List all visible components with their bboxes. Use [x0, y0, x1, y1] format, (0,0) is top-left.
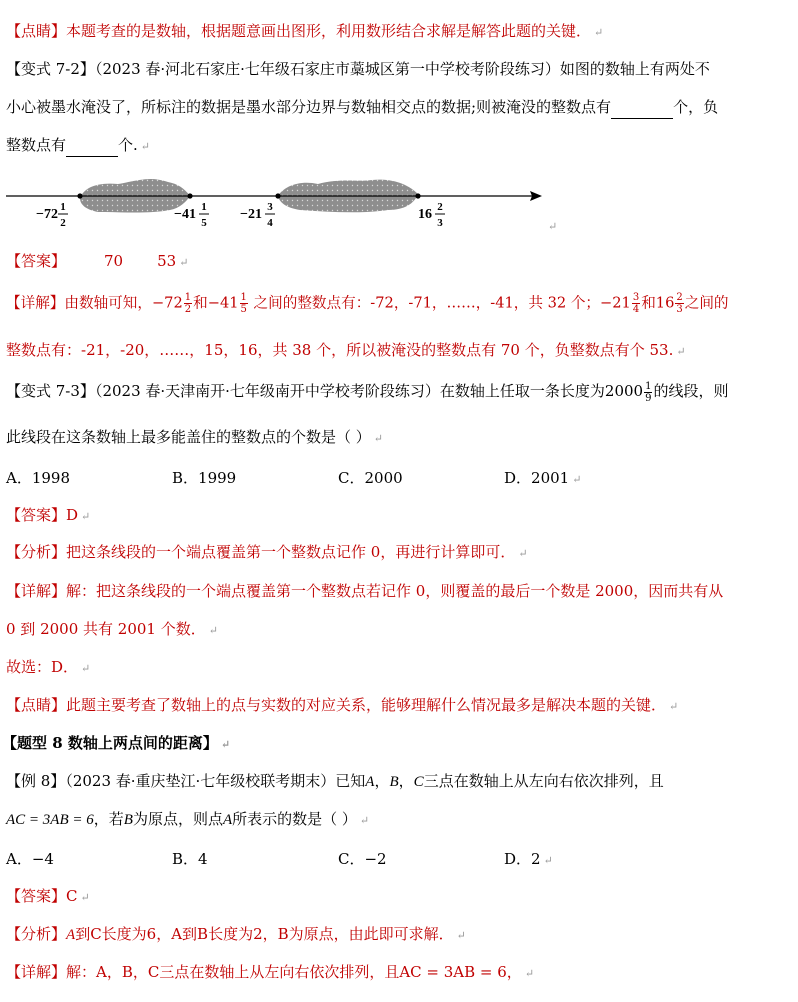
section-heading: 【题型 8 数轴上两点间的距离】 ↵ [2, 734, 231, 752]
axis-label-3-num: 3 [267, 201, 273, 213]
answer-1: 【答案】 70 53 ↵ [6, 252, 189, 270]
axis-label-1-whole: −72 [36, 207, 58, 222]
variant-7-3-line2: 此线段在这条数轴上最多能盖住的整数点的个数是（ ） ↵ [6, 428, 383, 446]
detail-1-line2: 整数点有：-21，-20，……，15，16，共 38 个，所以被淹没的整数点有 70 个，负整数点有个 53. ↵ [6, 341, 686, 359]
variant-7-2-line2: 小心被墨水淹没了，所标注的数据是墨水部分边界与数轴相交点的数据;则被淹没的整数点有 个，负 [6, 96, 794, 119]
analysis-3: 【分析】A到C长度为6，A到B长度为2，B为原点，由此即可求解． ↵ [6, 925, 466, 943]
detail-2: 【详解】解：把这条线段的一个端点覆盖第一个整数点若记作 0，则覆盖的最后一个数是 2000，因而共有从 [6, 582, 724, 600]
example-8-line2: AC = 3AB = 6，若B为原点，则点A所表示的数是（ ） ↵ [6, 810, 370, 828]
axis-label-2-den: 5 [201, 217, 207, 229]
axis-label-2-whole: −41 [174, 207, 196, 222]
option-b-1[interactable]: B．1999 [172, 469, 237, 487]
variant-7-2-source: 【变式 7-2】（2023 春·河北石家庄·七年级石家庄市藁城区第一中学校考阶段练习）如图的数轴上有两处不 [6, 60, 710, 78]
answer-blank-2 [66, 134, 118, 157]
option-a-2[interactable]: A．−4 [6, 850, 54, 868]
return-mark-icon: ↵ [594, 26, 604, 39]
axis-label-1-den: 2 [60, 217, 66, 229]
detail-2-choice: 故选：D． ↵ [6, 658, 91, 676]
number-line-figure [0, 168, 560, 238]
option-a-1[interactable]: A．1998 [6, 469, 71, 487]
axis-point-2 [187, 193, 192, 198]
detail-3: 【详解】解：A，B，C三点在数轴上从左向右依次排列，且AC = 3AB = 6， ↵ [6, 963, 535, 981]
variant-7-3-source: 【变式 7-3】（2023 春·天津南开·七年级南开中学校考阶段练习）在数轴上任取一条长度为2000 $\frac{1}{9}$ 的线段，则 [6, 380, 729, 404]
option-d-2[interactable]: D．2 ↵ [504, 850, 553, 868]
dianjing-note-1: 【点睛】本题考查的是数轴，根据题意画出图形，利用数形结合求解是解答此题的关键． ↵ [6, 22, 604, 40]
axis-label-3-den: 4 [267, 217, 273, 229]
axis-label-3-whole: −21 [240, 207, 262, 222]
axis-label-4-den: 3 [437, 217, 443, 229]
answer-2: 【答案】D ↵ [6, 506, 91, 524]
option-b-2[interactable]: B．4 [172, 850, 208, 868]
detail-1: 【详解】由数轴可知，−72 $\frac{1}{2}$ 和−41 $\frac{1}{5}$ 之间的整数点有：-72，-71，……，-41，共 32 个；−21 $\frac{3}{4}$ 和16 $\frac{2}{3}$ 之间的 [6, 292, 729, 315]
variant-7-2-line3: 整数点有 个. ↵ [6, 134, 794, 158]
answer-blank-1 [611, 96, 673, 119]
axis-label-2-num: 1 [201, 201, 207, 213]
axis-point-4 [415, 193, 420, 198]
axis-label-4-num: 2 [437, 201, 443, 213]
axis-point-3 [275, 193, 280, 198]
option-c-1[interactable]: C．2000 [338, 469, 403, 487]
analysis-2: 【分析】把这条线段的一个端点覆盖第一个整数点记作 0，再进行计算即可． ↵ [6, 543, 528, 561]
detail-2-line2: 0 到 2000 共有 2001 个数． ↵ [6, 620, 218, 638]
option-c-2[interactable]: C．−2 [338, 850, 387, 868]
option-d-1[interactable]: D．2001 ↵ [504, 469, 582, 487]
axis-point-1 [77, 193, 82, 198]
axis-label-4-whole: 16 [418, 207, 432, 222]
dianjing-note-2: 【点睛】此题主要考查了数轴上的点与实数的对应关系，能够理解什么情况最多是解决本题的关键． ↵ [6, 696, 679, 714]
axis-label-1-num: 1 [60, 201, 66, 213]
answer-3: 【答案】C ↵ [6, 887, 90, 905]
example-8: 【例 8】（2023 春·重庆垫江·七年级校联考期末）已知A，B，C三点在数轴上从左向右依次排列，且 [6, 772, 664, 790]
